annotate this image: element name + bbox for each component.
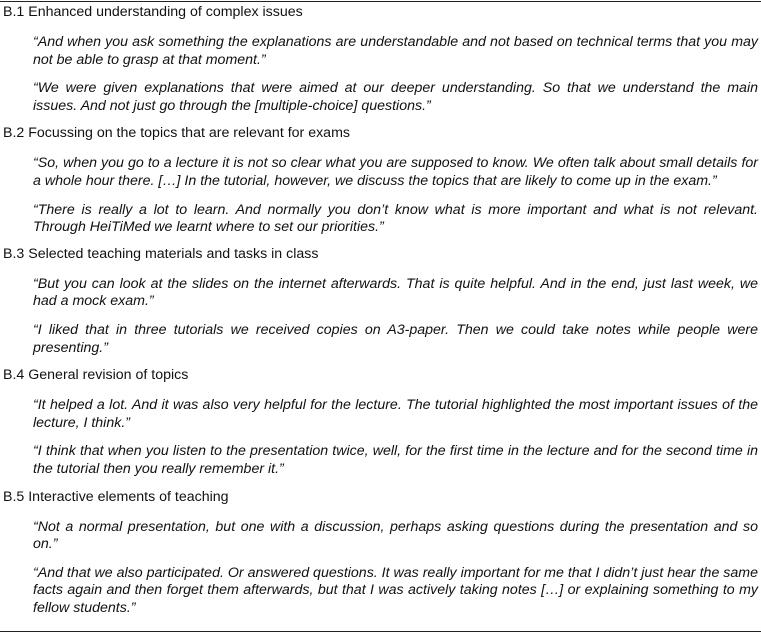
section-heading: B.4 General revision of topics (3, 367, 189, 384)
bottom-rule (0, 631, 761, 632)
quote: “Not a normal presentation, but one with a discussion, perhaps asking questions during the presentation and so on.” (33, 518, 758, 553)
quote: “But you can look at the slides on the internet afterwards. That is quite helpful. And in the end, just last week, we had a mock exam.” (33, 275, 758, 310)
quote: “So, when you go to a lecture it is not so clear what you are supposed to know. We often talk about small details for a whole hour there. […] In the tutorial, however, we discuss the topics that are likely to come up in the exam.” (33, 155, 758, 189)
section-heading: B.1 Enhanced understanding of complex issues (3, 4, 303, 20)
quote: “And that we also participated. Or answered questions. It was really important for me that I didn’t just hear the same facts again and then forget them afterwards, but that I was actively taking notes […] or explaining something to my fellow students.” (33, 564, 758, 616)
section-heading: B.5 Interactive elements of teaching (3, 488, 229, 505)
quote: “I liked that in three tutorials we received copies on A3-paper. Then we could take notes while people were presenting.” (33, 321, 758, 356)
section-b1 (0, 4, 761, 115)
section-b3 (0, 246, 761, 357)
section-b4 (0, 367, 761, 478)
section-heading: B.2 Focussing on the topics that are relevant for exams (3, 125, 350, 142)
quote: “I think that when you listen to the presentation twice, well, for the first time in the lecture and for the second time in the tutorial then you really remember it.” (33, 443, 758, 477)
quote: “It helped a lot. And it was also very helpful for the lecture. The tutorial highlighted the most important issues of the lecture, I think.” (33, 397, 758, 431)
quotes-table (0, 4, 761, 617)
section-heading: B.3 Selected teaching materials and tasks in class (3, 245, 319, 262)
section-b2 (0, 125, 761, 236)
quote: “And when you ask something the explanations are understandable and not based on technical terms that you may not be able to grasp at that moment.” (33, 34, 758, 68)
top-rule (0, 1, 761, 2)
quote: “There is really a lot to learn. And normally you don’t know what is more important and what is not relevant. Through HeiTiMed we learnt where to set our priorities.” (33, 201, 758, 236)
section-b5 (0, 489, 761, 618)
quote: “We were given explanations that were aimed at our deeper understanding. So that we understand the main issues. And not just go through the [multiple-choice] questions.” (33, 80, 758, 114)
